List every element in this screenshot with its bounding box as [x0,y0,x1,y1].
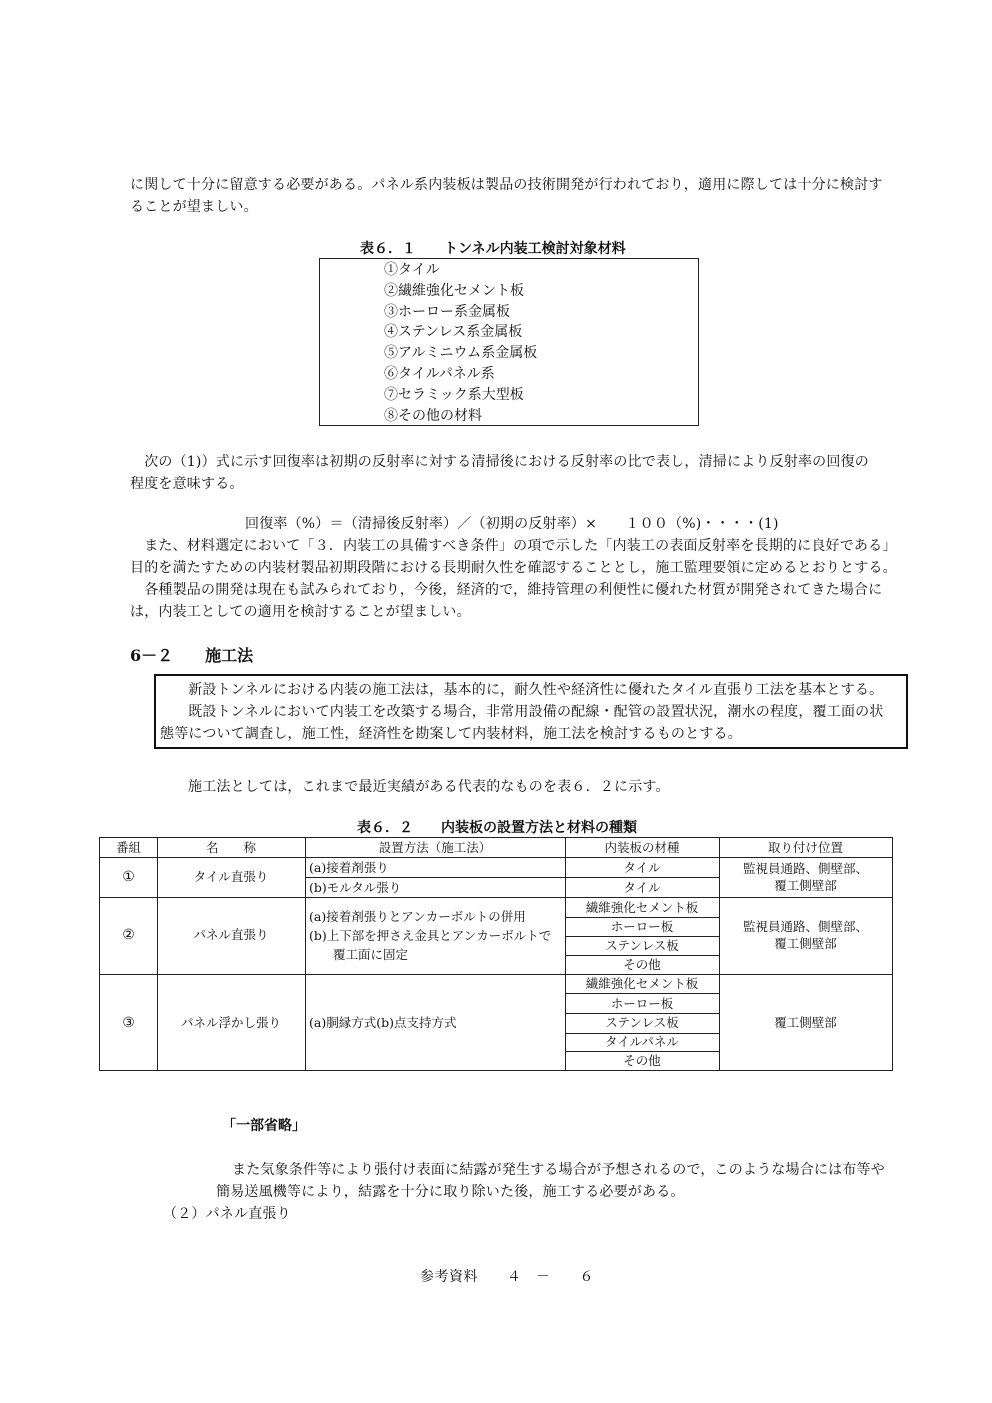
summary-line-3: 態等について調査し，施工性，経済性を勘案して内装材料，施工法を検討するものとする。 [160,726,742,742]
section-heading: 6－２ 施工法 [130,646,254,665]
row2-method-b-cont: 覆工面に固定 [333,947,409,962]
row2-material-3: ステンレス板 [605,938,679,953]
row1-material-1: タイル [623,860,661,875]
table-6-2-title: 表６．２ 内装板の設置方法と材料の種類 [357,820,637,836]
row2-material-2: ホーロー板 [610,919,674,934]
list-item: ⑥タイルパネル系 [384,365,495,382]
row2-material-1: 繊維強化セメント板 [585,900,699,915]
list-item: ⑤アルミニウム系金属板 [384,345,538,362]
row1-name: タイル直張り [193,869,269,884]
header-number: 番組 [115,840,141,855]
page-number: 参考資料 ４ － ６ [420,1269,594,1285]
closing-line-1: また気象条件等により張付け表面に結露が発生する場合が予想されるので，このような場合には布等や [232,1162,885,1178]
table-6-1-title: 表６．１ トンネル内装工検討対象材料 [360,241,626,257]
row1-material-2: タイル [623,880,661,895]
recovery-line-1: 次の（1)）式に示す回復率は初期の反射率に対する清掃後における反射率の比で表し，清掃により反射率の回復の [130,454,869,470]
summary-line-2: 既設トンネルにおいて内装工を改築する場合，非常用設備の配線・配管の設置状況，潮水の程度，覆工面の状 [174,704,884,720]
row3-position: 覆工側壁部 [774,1015,837,1030]
table-6-2 [99,837,893,1071]
header-position: 取り付け位置 [767,840,843,855]
intro-line-2: ることが望ましい。 [130,199,258,215]
list-item: ①タイル [384,262,440,278]
row2-method-b: (b)上下部を押さえ金具とアンカーボルトで [309,928,552,943]
row2-number: ② [122,927,135,943]
row2-name: パネル直張り [193,927,269,942]
list-item: ⑧その他の材料 [384,407,482,424]
closing-line-2: 簡易送風機等により，結露を十分に取り除いた後，施工する必要がある。 [216,1184,685,1200]
summary-line-1: 新設トンネルにおける内装の施工法は，基本的に，耐久性や経済性に優れたタイル直張り工法を基本とする。 [174,682,884,698]
row1-method-a: (a)接着剤張り [309,860,389,875]
row2-material-4: その他 [623,957,661,972]
row3-method: (a)胴縁方式(b)点支持方式 [309,1015,457,1030]
development-line-1: 各種製品の開発は現在も試みられており，今後，経済的で，維持管理の利便性に優れた材質が開発されてきた場合に [130,582,883,598]
section-summary-box [154,674,908,749]
row1-method-b: (b)モルタル張り [309,880,402,895]
header-name: 名 称 [205,840,256,855]
omitted-note: 「一部省略」 [222,1118,306,1134]
material-selection-line-1: また、材料選定において「３．内装工の具備すべき条件」の項で示した「内装工の表面反射率を長期的に良好である」 [130,538,897,554]
row3-material-2: ホーロー板 [610,996,674,1011]
list-item: ⑦セラミック系大型板 [384,386,524,403]
row1-number: ① [122,869,135,885]
row3-material-1: 繊維強化セメント板 [585,976,699,991]
row3-number: ③ [122,1015,135,1031]
table-6-1 [319,258,699,426]
row3-name: パネル浮かし張り [180,1015,281,1030]
list-item: ②繊維強化セメント板 [384,282,524,299]
recovery-line-2: 程度を意味する。 [130,476,244,492]
row2-method-a: (a)接着剤張りとアンカーボルトの併用 [309,909,526,924]
row1-position-2: 覆工側壁部 [774,878,837,893]
row2-position-2: 覆工側壁部 [774,936,837,951]
row2-position-1: 監視員通路、側壁部、 [742,919,868,934]
row3-material-3: ステンレス板 [605,1015,679,1030]
list-item: ③ホーロー系金属板 [384,303,510,320]
material-selection-line-2: 目的を満たすための内装材製品初期段階における長期耐久性を確認することとし，施工監理要領に定めるとおりとする。 [130,560,897,576]
row1-position-1: 監視員通路、側壁部、 [742,861,868,876]
construction-lead: 施工法としては，これまで最近実績がある代表的なものを表６．２に示す。 [188,779,670,795]
subsection-heading: （２）パネル直張り [163,1206,291,1222]
intro-line-1: に関して十分に留意する必要がある。パネル系内装板は製品の技術開発が行われており，適用に際しては十分に検討す [130,177,883,193]
material-list [384,260,537,426]
header-method: 設置方法（施工法） [378,840,492,855]
development-line-2: は，内装工としての適用を検討することが望ましい。 [130,604,471,620]
recovery-formula: 回復率（%）＝（清掃後反射率）／（初期の反射率）× １００（%)・・・・(1) [245,516,779,532]
list-item: ④ステンレス系金属板 [384,324,523,341]
header-material: 内装板の材種 [604,840,680,855]
row3-material-5: その他 [623,1053,661,1068]
row3-material-4: タイルパネル [605,1034,679,1049]
